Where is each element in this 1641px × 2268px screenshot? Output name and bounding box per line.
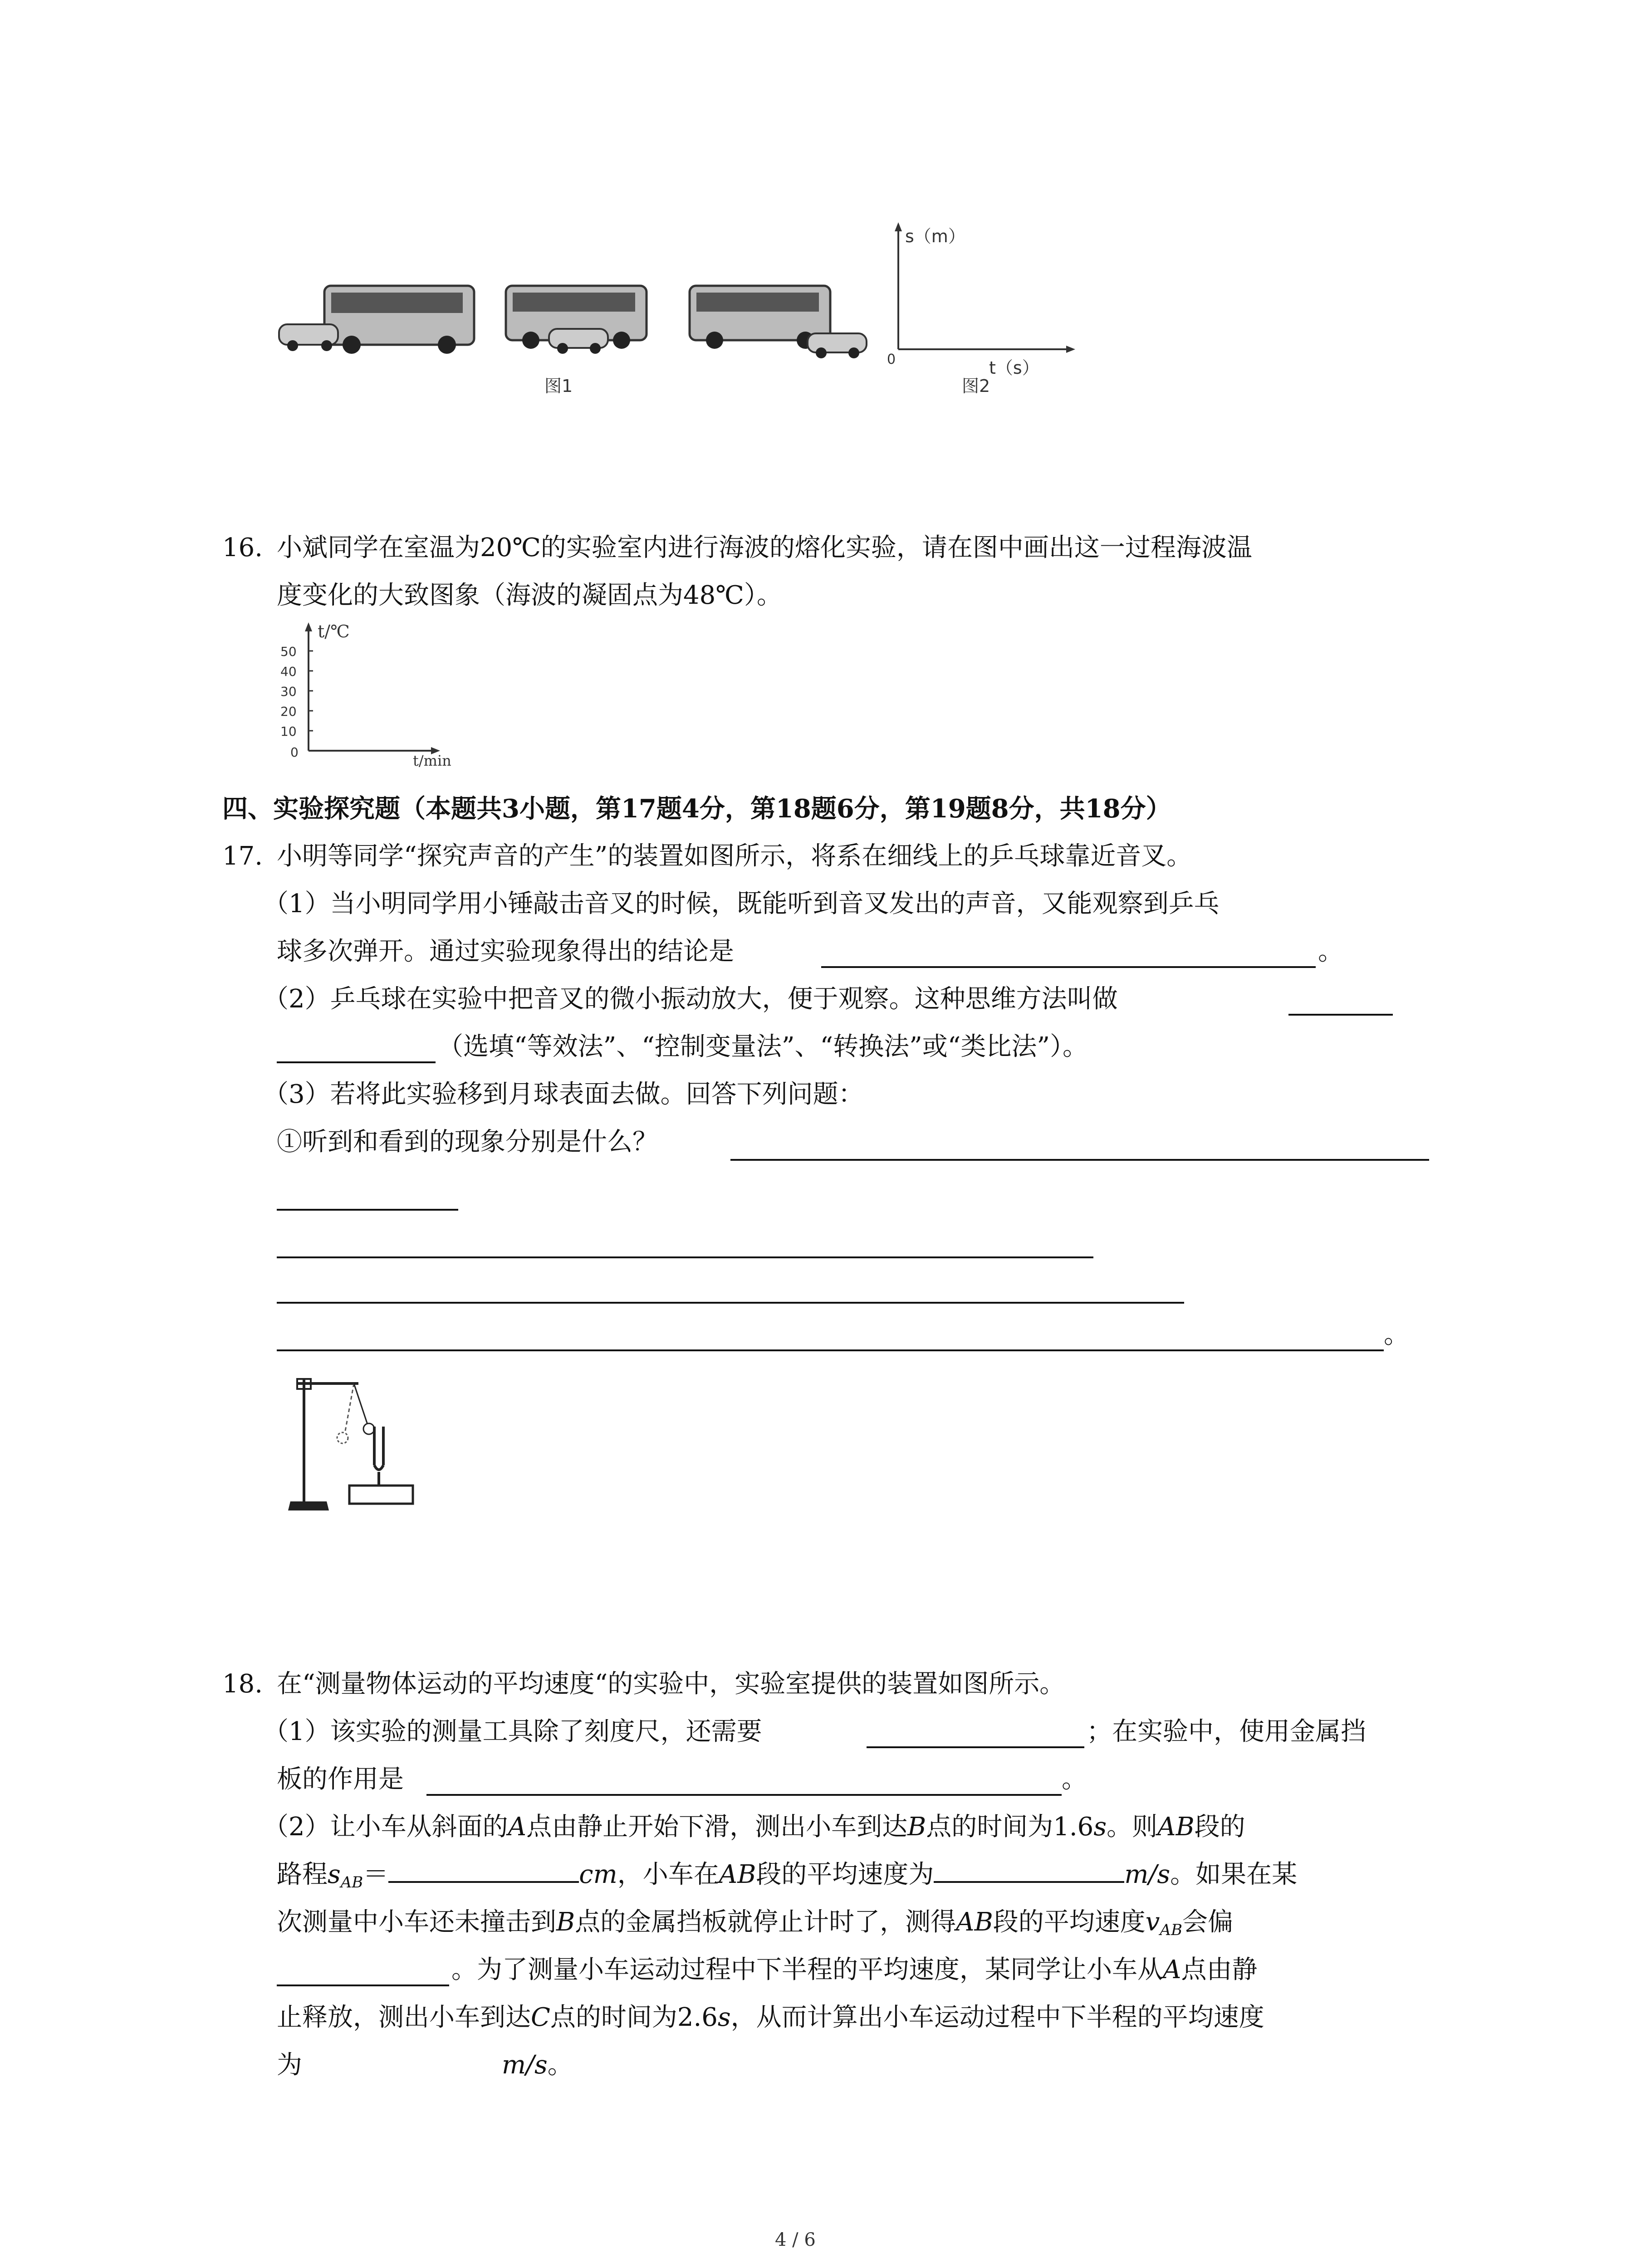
q18-p2-b-mid2: 段的平均速度为 [756,1860,934,1889]
q16-line1: 小斌同学在室温为20℃的实验室内进行海波的熔化实验，请在图中画出这一过程海波温 [277,533,1252,562]
q18-p2-line-e [277,2005,1264,2030]
point-b-2: B [556,1907,575,1937]
q17-p1-end: 。 [1318,937,1343,966]
q16-temperature-graph [281,621,454,771]
q18-p2-f-end: 。 [547,2050,573,2080]
symbol-v: v [1145,1907,1160,1937]
q16-tick-50: 50 [280,644,297,659]
section4-heading: 四、实验探究题（本题共3小题，第17题4分，第18题6分，第19题8分，共18分） [222,794,1171,824]
q18-p2-d-a: 。为了测量小车运动过程中下半程的平均速度，某同学让小车从 [451,1955,1163,1984]
q18-p2-e-a: 止释放，测出小车到达 [277,2003,531,2032]
point-b: B [907,1812,926,1842]
q16-number: 16. [222,533,263,562]
q18-p2-c-end: 会偏 [1182,1907,1233,1937]
q18-p2-line-f [277,2050,573,2080]
q17-answer-blank-3e[interactable] [277,1349,1384,1351]
unit-s: s [1093,1812,1107,1842]
q16-tick-10: 10 [280,724,297,739]
q18-answer-blank-1[interactable] [867,1746,1084,1748]
page-number: 4 / 6 [775,2229,816,2250]
q18-p1-b: ；在实验中，使用金属挡 [1087,1717,1366,1746]
q18-p1-end: 。 [1062,1765,1087,1794]
equals-sign: ＝ [363,1860,389,1889]
q17-p2-b: （选填“等效法”、“控制变量法”、“转换法”或“类比法”）。 [438,1032,1088,1061]
segment-ab: AB [1157,1812,1195,1842]
origin-label: 0 [887,352,896,367]
segment-ab-3: AB [956,1907,993,1937]
unit-ms: m/s [1124,1860,1171,1889]
q17-intro: 小明等同学“探究声音的产生”的装置如图所示，将系在细线上的乒乓球靠近音叉。 [277,841,1192,871]
q18-p2-a-mid3: 。则 [1107,1812,1158,1842]
q16-y-label: t/℃ [318,621,350,641]
tuning-fork-apparatus [286,1370,422,1515]
q16-tick-40: 40 [280,664,297,679]
q17-p3: （3）若将此实验移到月球表面去做。回答下列问题： [263,1080,864,1109]
q17-answer-blank-3b[interactable] [277,1209,458,1211]
q18-p2-line-d [451,1957,1257,1983]
q18-p2-e-b: 点的时间为2.6 [550,2003,718,2032]
q18-p2-b-pre: 路程 [277,1860,328,1889]
q17-answer-blank-3c[interactable] [277,1256,1093,1258]
q18-answer-blank-5[interactable] [277,1984,449,1986]
q16-line2: 度变化的大致图象（海波的凝固点为48℃）。 [277,581,782,610]
unit-ms-2: m/s [502,2050,548,2080]
subscript-ab: AB [340,1873,363,1892]
point-a-2: A [1163,1955,1181,1984]
q18-answer-blank-4[interactable] [934,1863,1124,1883]
q18-p2-d-b: 点由静 [1181,1955,1258,1984]
car-2 [549,329,608,354]
q18-p2-line-a [263,1814,1245,1840]
q17-p3-1: ①听到和看到的现象分别是什么？ [277,1127,658,1157]
q18-p2-c-pre: 次测量中小车还未撞击到 [277,1907,556,1937]
subscript-ab-2: AB [1160,1921,1182,1939]
q18-p2-a-mid1: 点由静止开始下滑，测出小车到达 [526,1812,908,1842]
t-axis-label: t（s） [989,358,1039,378]
point-c: C [531,2003,550,2032]
q18-answer-blank-2[interactable] [426,1794,1062,1796]
q18-p2-line-c [277,1907,1233,1939]
q17-answer-blank-3a[interactable] [730,1159,1429,1161]
q17-number: 17. [222,841,263,871]
q18-intro: 在“测量物体运动的平均速度“的实验中，实验室提供的装置如图所示。 [277,1669,1065,1699]
car-1 [279,324,338,351]
bus-1 [324,286,474,354]
q18-p1-a: （1）该实验的测量工具除了刻度尺，还需要 [263,1717,762,1746]
unit-cm: cm [579,1860,617,1889]
q18-answer-blank-3[interactable] [388,1863,579,1883]
car-3 [808,333,867,358]
q16-x-label: t/min [413,752,451,769]
unit-s-2: s [717,2003,731,2032]
bus-car-illustration [272,209,907,399]
q18-p2-c-mid: 点的金属挡板就停止计时了，测得 [575,1907,956,1937]
q17-answer-blank-2a[interactable] [1288,1014,1393,1016]
q18-p2-a-mid2: 点的时间为1.6 [926,1812,1094,1842]
point-a: A [508,1812,527,1842]
q17-answer-blank-2b[interactable] [277,1061,436,1063]
q18-p2-line-b [277,1862,1297,1890]
caption-fig1: 图1 [544,376,573,396]
q17-p1-a: （1）当小明同学用小锤敲击音叉的时候，既能听到音叉发出的声音，又能观察到乒乓 [263,889,1220,919]
q18-p2-a-end: 段的 [1194,1812,1245,1842]
q16-tick-20: 20 [280,704,297,719]
q17-answer-blank-3d[interactable] [277,1302,1184,1304]
q18-p2-c-mid2: 段的平均速度 [993,1907,1146,1937]
q18-p1-c: 板的作用是 [277,1765,404,1794]
q17-end-mark: 。 [1384,1320,1409,1349]
q17-p2-a: （2）乒乓球在实验中把音叉的微小振动放大，便于观察。这种思维方法叫做 [263,984,1118,1014]
caption-fig2: 图2 [962,376,990,396]
q18-p2-b-mid: ，小车在 [617,1860,719,1889]
q18-number: 18. [222,1669,263,1699]
s-axis-label: s（m） [905,226,965,246]
q18-p2-f: 为 [277,2050,302,2080]
q17-answer-blank-1[interactable] [821,966,1316,968]
q16-tick-30: 30 [280,684,297,699]
segment-ab-2: AB [719,1860,756,1889]
q18-p2-b-end: 。如果在某 [1170,1860,1298,1889]
q17-p1-b: 球多次弹开。通过实验现象得出的结论是 [277,937,734,966]
q18-p2-a-pre: （2）让小车从斜面的 [263,1812,508,1842]
q18-p2-e-c: ，从而计算出小车运动过程中下半程的平均速度 [730,2003,1264,2032]
symbol-s: s [328,1860,341,1889]
q16-tick-0: 0 [290,745,299,760]
